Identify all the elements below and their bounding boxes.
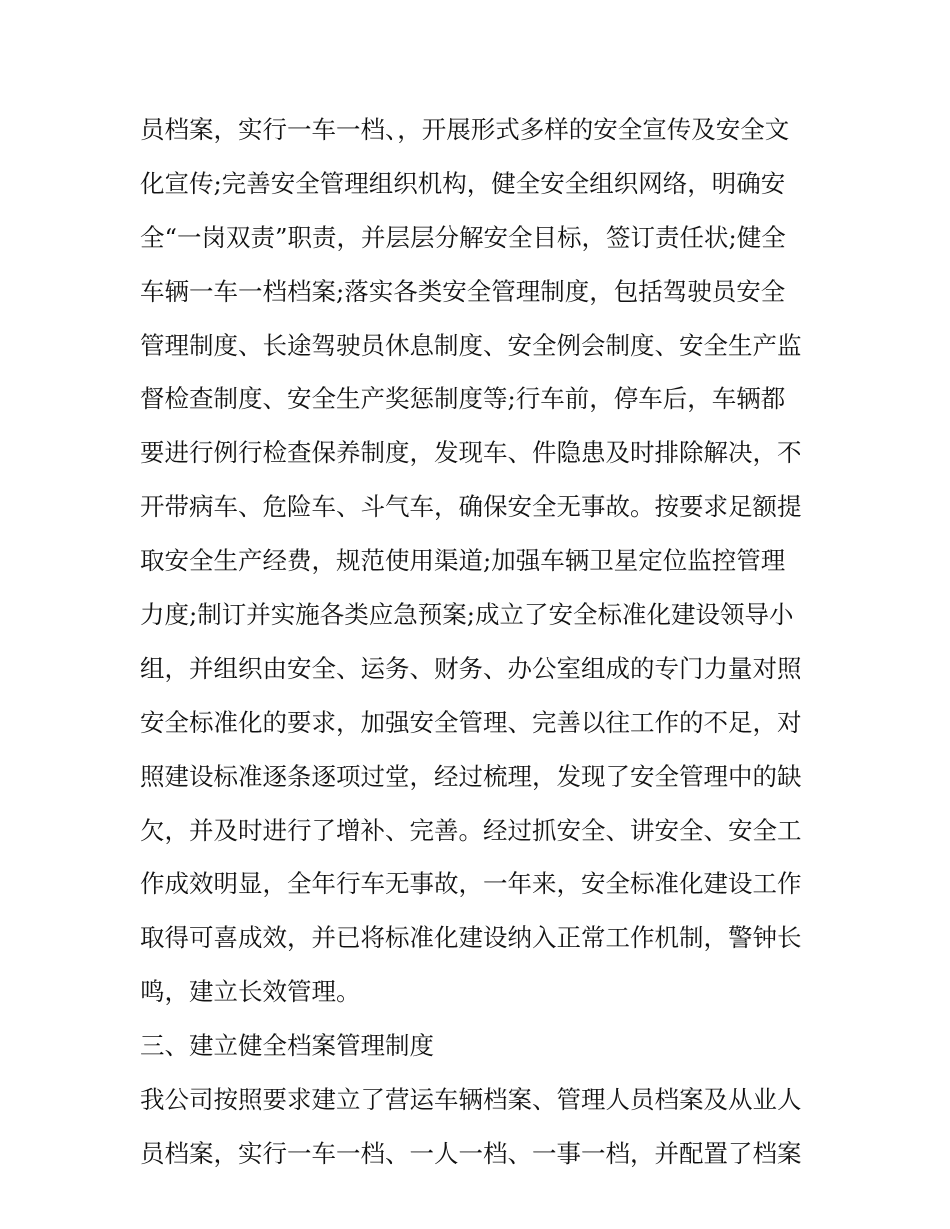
text-line: 督检查制度、安全生产奖惩制度等;行车前，停车后，车辆都	[140, 384, 786, 414]
text-line: 化宣传;完善安全管理组织机构，健全安全组织网络，明确安	[140, 168, 786, 198]
text-line: 作成效明显，全年行车无事故，一年来，安全标准化建设工作	[140, 869, 802, 899]
text-line: 鸣，建立长效管理。	[140, 977, 361, 1007]
text-line: 照建设标准逐条逐项过堂，经过梳理，发现了安全管理中的缺	[140, 761, 802, 791]
text-line: 要进行例行检查保养制度，发现车、件隐患及时排除解决，不	[140, 438, 802, 468]
text-line: 管理制度、长途驾驶员休息制度、安全例会制度、安全生产监	[140, 330, 802, 360]
text-line: 我公司按照要求建立了营运车辆档案、管理人员档案及从业人	[140, 1085, 802, 1115]
section-heading: 三、建立健全档案管理制度	[140, 1031, 434, 1061]
text-line: 力度;制订并实施各类应急预案;成立了安全标准化建设领导小	[140, 600, 794, 630]
text-line: 员档案，实行一车一档、，开展形式多样的安全宣传及安全文	[140, 115, 790, 144]
text-line: 组，并组织由安全、运务、财务、办公室组成的专门力量对照	[140, 653, 802, 683]
text-line: 开带病车、危险车、斗气车，确保安全无事故。按要求足额提	[140, 492, 802, 522]
text-line: 欠，并及时进行了增补、完善。经过抓安全、讲安全、安全工	[140, 815, 802, 845]
document-body	[140, 103, 820, 1181]
text-line: 全“一岗双责”职责，并层层分解安全目标，签订责任状;健全	[140, 222, 786, 252]
text-line: 取得可喜成效，并已将标准化建设纳入正常工作机制，警钟长	[140, 923, 802, 953]
text-line: 车辆一车一档档案;落实各类安全管理制度，包括驾驶员安全	[140, 276, 786, 306]
text-line: 安全标准化的要求，加强安全管理、完善以往工作的不足，对	[140, 707, 802, 737]
text-line: 员档案，实行一车一档、一人一档、一事一档，并配置了档案	[140, 1138, 802, 1168]
text-line: 取安全生产经费，规范使用渠道;加强车辆卫星定位监控管理	[140, 546, 786, 576]
